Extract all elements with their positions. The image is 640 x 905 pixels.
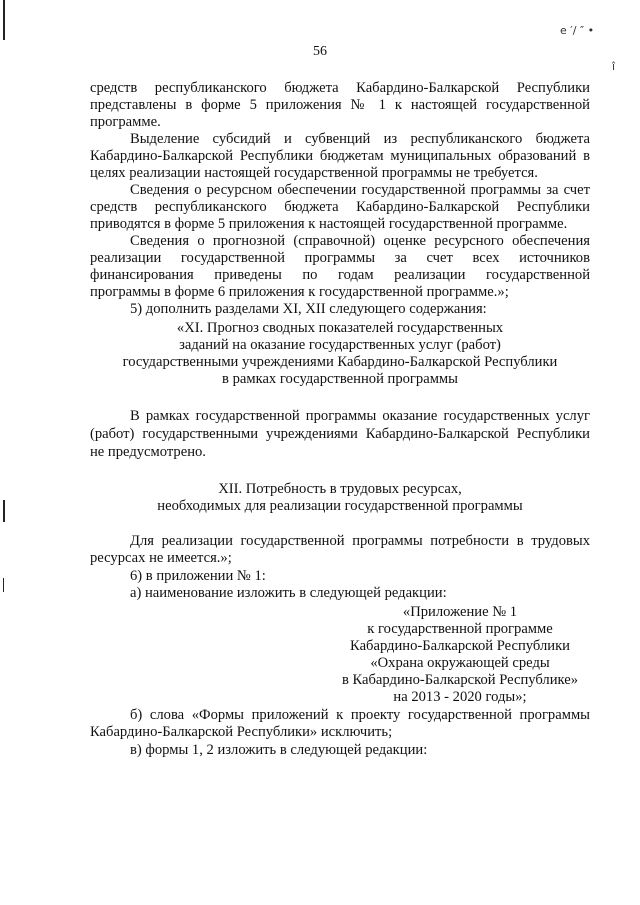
- paragraph-line: Выделение субсидий и субвенций из республиканского бюджета: [130, 131, 590, 147]
- appendix-heading-line: «Приложение № 1: [402, 604, 518, 620]
- paragraph-line: 5) дополнить разделами XI, XII следующего содержания:: [130, 301, 487, 317]
- section-heading-line: в рамках государственной программы: [222, 371, 458, 387]
- page-number: 56: [313, 44, 327, 59]
- paragraph-line: программы в форме 6 приложения к государственной программе.»;: [90, 284, 509, 300]
- side-mark: î: [612, 60, 616, 73]
- paragraph-line: целях реализации настоящей государственной программы не требуется.: [90, 165, 538, 181]
- paragraph-line: В рамках государственной программы оказание государственных услуг: [130, 408, 590, 424]
- section-heading-line: государственными учреждениями Кабардино-Балкарской Республики: [122, 354, 558, 370]
- appendix-heading-line: на 2013 - 2020 годы»;: [393, 689, 527, 705]
- paragraph-line: Сведения о прогнозной (справочной) оценке ресурсного обеспечения: [130, 233, 590, 249]
- scan-edge-bar-middle: [3, 500, 5, 522]
- paragraph-line: реализации государственной программы за счет всех источников: [90, 250, 590, 266]
- scan-edge-bar-top: [3, 0, 5, 40]
- paragraph-line: не предусмотрено.: [90, 444, 206, 460]
- paragraph-line: средств республиканского бюджета Кабардино-Балкарской Республики: [90, 199, 590, 215]
- paragraph-line: Кабардино-Балкарской Республики» исключить;: [90, 724, 393, 740]
- list-item-line: 6) в приложении № 1:: [130, 568, 266, 584]
- section-heading-line: XII. Потребность в трудовых ресурсах,: [218, 481, 462, 497]
- appendix-heading-line: Кабардино-Балкарской Республики: [350, 638, 570, 654]
- appendix-heading-line: «Охрана окружающей среды: [370, 655, 550, 671]
- paragraph-line: ресурсах не имеется.»;: [90, 550, 232, 566]
- paragraph-line: Сведения о ресурсном обеспечении государственной программы за счет: [130, 182, 590, 198]
- list-item-line: б) слова «Формы приложений к проекту государственной программы: [130, 707, 590, 723]
- paragraph-line: программе.: [90, 114, 161, 130]
- list-item-line: а) наименование изложить в следующей редакции:: [130, 585, 447, 601]
- paragraph-line: (работ) государственными учреждениями Кабардино-Балкарской Республики: [90, 426, 590, 442]
- paragraph-line: приводятся в форме 5 приложения к настоящей государственной программе.: [90, 216, 568, 232]
- section-heading-line: необходимых для реализации государственной программы: [157, 498, 523, 514]
- section-heading-line: «XI. Прогноз сводных показателей государственных: [176, 320, 504, 336]
- appendix-heading-line: к государственной программе: [367, 621, 553, 637]
- appendix-heading-line: в Кабардино-Балкарской Республике»: [341, 672, 579, 688]
- paragraph-line: представлены в форме 5 приложения № 1 к настоящей государственной: [90, 97, 590, 113]
- list-item-line: в) формы 1, 2 изложить в следующей редакции:: [130, 742, 428, 758]
- section-heading-line: заданий на оказание государственных услуг (работ): [179, 337, 501, 353]
- corner-mark: е ′/ ″ •: [560, 24, 595, 37]
- paragraph-line: средств республиканского бюджета Кабардино-Балкарской Республики: [90, 80, 590, 96]
- paragraph-line: финансирования приведены по годам реализации государственной: [90, 267, 590, 283]
- paragraph-line: Кабардино-Балкарской Республики бюджетам муниципальных образований в: [90, 148, 590, 164]
- paragraph-line: Для реализации государственной программы потребности в трудовых: [130, 533, 590, 549]
- scan-edge-bar-lower: [3, 578, 4, 592]
